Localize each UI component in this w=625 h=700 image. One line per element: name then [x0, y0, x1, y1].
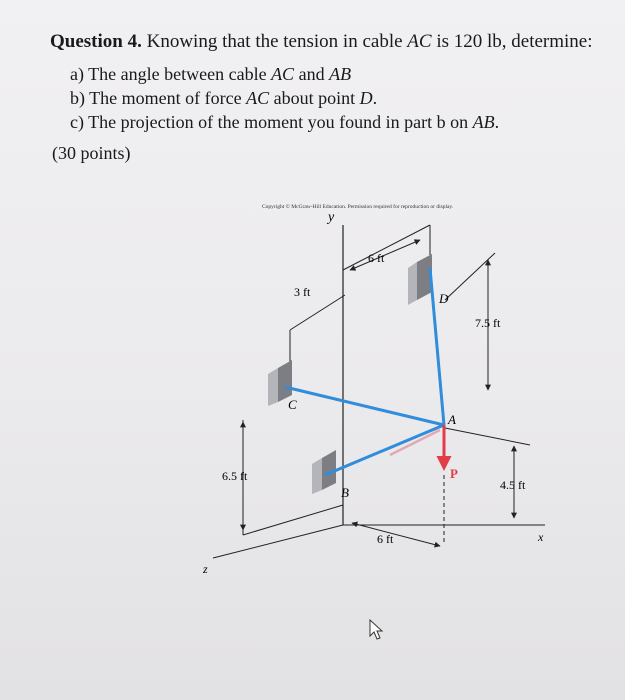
- question-stem-cable: AC: [407, 31, 432, 52]
- copyright-note: Copyright © McGraw-Hill Education. Permission required for reproduction or display.: [262, 204, 454, 210]
- z-axis-line: [213, 525, 343, 558]
- question-stem-2: is 120 lb, determine:: [431, 31, 593, 52]
- point-d-label: D: [439, 291, 449, 306]
- dim-6ft-top-label: 6 ft: [368, 251, 385, 265]
- dim-6-5ft-label: 6.5 ft: [222, 469, 248, 483]
- dim-4-5ft-extension: [445, 428, 530, 445]
- dim-6ft-bottom-label: 6 ft: [377, 532, 394, 546]
- dim-7-5ft-label: 7.5 ft: [475, 316, 501, 330]
- dim-4-5ft-label: 4.5 ft: [500, 478, 526, 492]
- z-axis-label: z: [203, 562, 208, 576]
- force-p-label: P: [450, 466, 458, 481]
- dim-3ft-label: 3 ft: [294, 285, 311, 299]
- point-c-label: C: [288, 397, 297, 412]
- mouse-cursor-icon: [370, 620, 382, 639]
- dim-6ft-top-arrow: [350, 240, 420, 270]
- cable-ac: [285, 387, 444, 425]
- x-axis-label: x: [538, 530, 544, 544]
- part-a: a) The angle between cable AC and AB: [70, 64, 352, 84]
- question-label: Question 4.: [50, 31, 142, 52]
- part-b: b) The moment of force AC about point D.: [70, 88, 378, 108]
- point-a-label: A: [448, 412, 456, 427]
- part-c: c) The projection of the moment you found in part b on AB.: [70, 112, 500, 132]
- floor-edge: [243, 505, 343, 535]
- point-b-label: B: [341, 485, 349, 500]
- cable-ab-highlight: [390, 430, 440, 455]
- dim-6ft-bottom-arrow: [352, 523, 440, 546]
- question-stem-1: Knowing that the tension in cable: [141, 31, 408, 52]
- dim-3ft-line: [290, 295, 345, 330]
- y-axis-label: y: [328, 210, 335, 225]
- bracket-d: [408, 254, 432, 305]
- points-label: (30 points): [52, 143, 131, 163]
